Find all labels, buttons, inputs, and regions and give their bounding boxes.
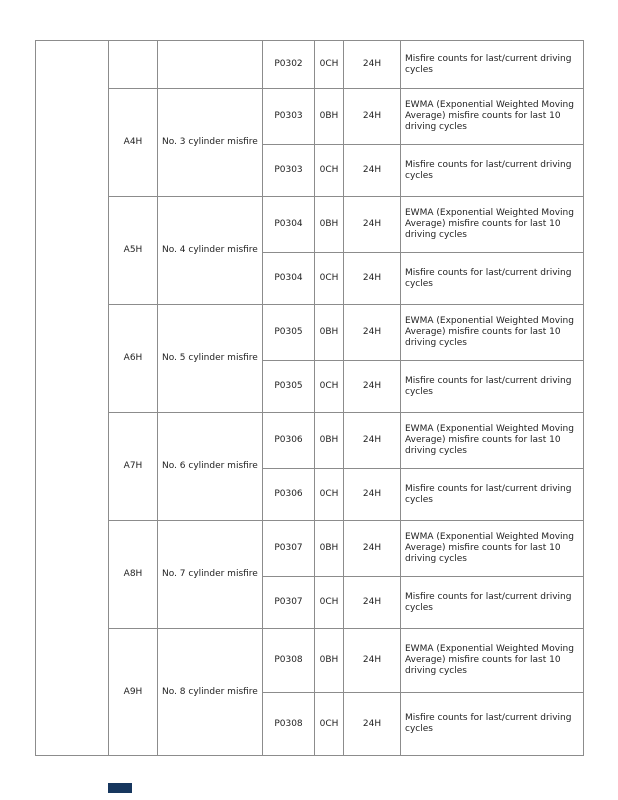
id-cell: 0CH: [315, 469, 344, 521]
size-cell: 24H: [344, 577, 401, 629]
dtc-cell: P0303: [263, 145, 315, 197]
id-cell: 0CH: [315, 361, 344, 413]
cylinder-label-cell-continued: [158, 41, 263, 89]
id-cell: 0BH: [315, 629, 344, 693]
description-cell: Misfire counts for last/current driving cycles: [401, 41, 584, 89]
size-cell: 24H: [344, 693, 401, 756]
cylinder-label-cell: No. 4 cylinder misfire: [158, 197, 263, 305]
description-cell: EWMA (Exponential Weighted Moving Average) misfire counts for last 10 driving cycles: [401, 305, 584, 361]
size-cell: 24H: [344, 469, 401, 521]
description-cell: EWMA (Exponential Weighted Moving Average) misfire counts for last 10 driving cycles: [401, 197, 584, 253]
cylinder-code-cell: A9H: [109, 629, 158, 756]
misfire-dtc-table: [35, 40, 584, 756]
cylinder-code-cell: A5H: [109, 197, 158, 305]
size-cell: 24H: [344, 89, 401, 145]
table-row: [36, 413, 584, 469]
id-cell: 0BH: [315, 197, 344, 253]
dtc-cell: P0306: [263, 469, 315, 521]
size-cell: 24H: [344, 521, 401, 577]
description-cell: Misfire counts for last/current driving cycles: [401, 253, 584, 305]
id-cell: 0CH: [315, 693, 344, 756]
cylinder-label-cell: No. 5 cylinder misfire: [158, 305, 263, 413]
next-table-header-fragment: [108, 783, 132, 793]
cylinder-label-cell: No. 8 cylinder misfire: [158, 629, 263, 756]
cylinder-code-cell: A8H: [109, 521, 158, 629]
id-cell: 0BH: [315, 521, 344, 577]
cylinder-label-cell: No. 7 cylinder misfire: [158, 521, 263, 629]
dtc-cell: P0302: [263, 41, 315, 89]
description-cell: EWMA (Exponential Weighted Moving Average) misfire counts for last 10 driving cycles: [401, 413, 584, 469]
dtc-cell: P0305: [263, 305, 315, 361]
size-cell: 24H: [344, 197, 401, 253]
description-cell: Misfire counts for last/current driving cycles: [401, 577, 584, 629]
table-row: [36, 521, 584, 577]
table-row: [36, 305, 584, 361]
dtc-cell: P0306: [263, 413, 315, 469]
size-cell: 24H: [344, 361, 401, 413]
description-cell: Misfire counts for last/current driving cycles: [401, 469, 584, 521]
table-row: [36, 629, 584, 693]
dtc-cell: P0303: [263, 89, 315, 145]
id-cell: 0CH: [315, 145, 344, 197]
cylinder-code-cell: A6H: [109, 305, 158, 413]
description-cell: EWMA (Exponential Weighted Moving Average) misfire counts for last 10 driving cycles: [401, 89, 584, 145]
id-cell: 0CH: [315, 253, 344, 305]
cylinder-code-cell: A7H: [109, 413, 158, 521]
description-cell: Misfire counts for last/current driving cycles: [401, 145, 584, 197]
size-cell: 24H: [344, 305, 401, 361]
table-row: [36, 41, 584, 89]
id-cell: 0BH: [315, 305, 344, 361]
cylinder-code-cell-continued: [109, 41, 158, 89]
table-row: [36, 89, 584, 145]
id-cell: 0BH: [315, 89, 344, 145]
size-cell: 24H: [344, 145, 401, 197]
dtc-cell: P0307: [263, 521, 315, 577]
dtc-cell: P0304: [263, 197, 315, 253]
empty-left-column-cell: [36, 41, 109, 756]
description-cell: EWMA (Exponential Weighted Moving Average) misfire counts for last 10 driving cycles: [401, 629, 584, 693]
dtc-cell: P0308: [263, 693, 315, 756]
id-cell: 0CH: [315, 41, 344, 89]
dtc-cell: P0305: [263, 361, 315, 413]
cylinder-code-cell: A4H: [109, 89, 158, 197]
size-cell: 24H: [344, 253, 401, 305]
size-cell: 24H: [344, 629, 401, 693]
dtc-cell: P0308: [263, 629, 315, 693]
id-cell: 0CH: [315, 577, 344, 629]
size-cell: 24H: [344, 41, 401, 89]
dtc-cell: P0304: [263, 253, 315, 305]
description-cell: EWMA (Exponential Weighted Moving Average) misfire counts for last 10 driving cycles: [401, 521, 584, 577]
description-cell: Misfire counts for last/current driving cycles: [401, 693, 584, 756]
table-row: [36, 197, 584, 253]
id-cell: 0BH: [315, 413, 344, 469]
size-cell: 24H: [344, 413, 401, 469]
description-cell: Misfire counts for last/current driving cycles: [401, 361, 584, 413]
cylinder-label-cell: No. 3 cylinder misfire: [158, 89, 263, 197]
dtc-cell: P0307: [263, 577, 315, 629]
cylinder-label-cell: No. 6 cylinder misfire: [158, 413, 263, 521]
